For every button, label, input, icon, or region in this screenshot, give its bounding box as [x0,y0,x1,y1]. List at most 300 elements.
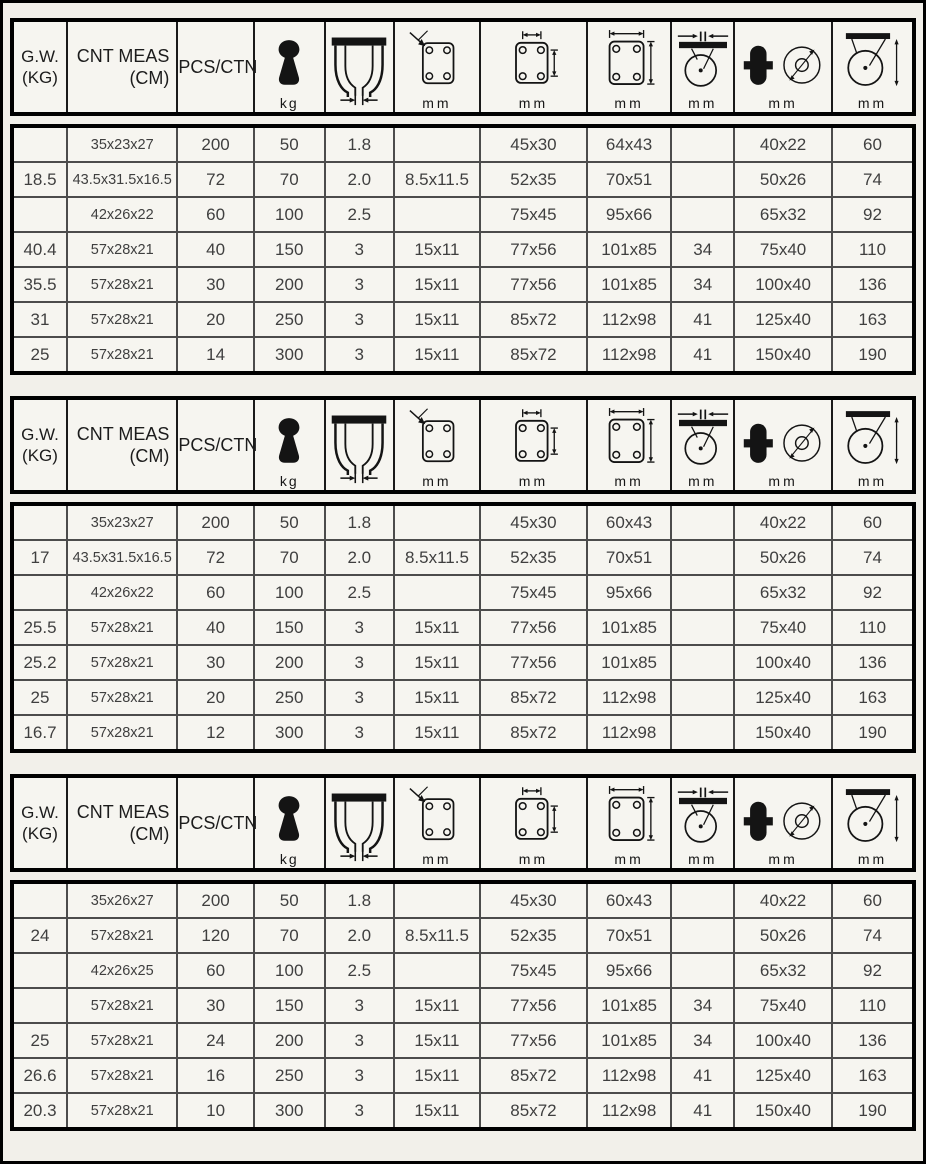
mm-unit-label: mm [614,473,644,489]
cell-plate-size: 60x43 [587,506,671,540]
cnt-meas-unit-label: (CM) [129,824,170,844]
bolt-hole-diameter-icon [406,29,468,95]
cell-load-kg: 250 [254,680,325,715]
plate-size-icon [597,405,661,473]
cell-height: 163 [832,1058,912,1093]
cell-load-kg: 200 [254,267,325,302]
mm-unit-label: mm [614,95,644,111]
cell-hole-spacing: 85x72 [480,302,587,337]
cell-gw-kg: 25.2 [14,645,67,680]
cell-load-kg: 100 [254,575,325,610]
load-capacity-icon [263,789,315,851]
cell-gw-kg: 17 [14,540,67,575]
header-row [14,22,912,112]
cell-cnt-meas-cm: 42x26x22 [67,575,177,610]
cell-thickness: 1.8 [325,128,394,162]
mm-unit-label: mm [518,95,549,111]
cell-plate-size: 112x98 [587,715,671,749]
col-hole-spacing-header [480,22,587,112]
cell-hole-size: 15x11 [394,645,480,680]
mm-unit-label: mm [422,95,452,111]
pcs-ctn-label: PCS/CTN [178,56,258,77]
cell-gw-kg [14,953,67,988]
mm-unit-label: mm [688,473,718,489]
cell-offset: 34 [671,1023,734,1058]
cell-gw-kg: 35.5 [14,267,67,302]
cell-pcs-ctn: 60 [177,197,253,232]
col-hole-size-header [394,22,480,112]
cell-gw-kg: 18.5 [14,162,67,197]
cell-plate-size: 112x98 [587,680,671,715]
kg-unit-label: kg [279,473,299,489]
cell-load-kg: 70 [254,540,325,575]
cell-load-kg: 300 [254,715,325,749]
kg-unit-label: kg [279,95,299,111]
cell-hole-size [394,884,480,918]
cell-plate-size: 101x85 [587,267,671,302]
cell-cnt-meas-cm: 35x26x27 [67,884,177,918]
cell-cnt-meas-cm: 57x28x21 [67,302,177,337]
col-plate-size-header [587,22,671,112]
cell-hole-spacing: 75x45 [480,575,587,610]
cell-cnt-meas-cm: 57x28x21 [67,232,177,267]
cell-pcs-ctn: 16 [177,1058,253,1093]
cell-plate-size: 101x85 [587,1023,671,1058]
cell-height: 110 [832,610,912,645]
cell-thickness: 2.5 [325,953,394,988]
cell-thickness: 3 [325,302,394,337]
table-row [14,197,912,232]
cell-pcs-ctn: 120 [177,918,253,953]
cell-cnt-meas-cm: 35x23x27 [67,128,177,162]
table-row [14,506,912,540]
cnt-meas-label: CNT MEAS [76,45,170,66]
cell-thickness: 2.0 [325,540,394,575]
cell-wheel-size: 65x32 [734,953,832,988]
cell-wheel-size: 65x32 [734,197,832,232]
cell-hole-size: 15x11 [394,1058,480,1093]
mm-unit-label: mm [857,851,888,867]
cell-hole-spacing: 85x72 [480,1093,587,1127]
cell-pcs-ctn: 60 [177,953,253,988]
cell-thickness: 1.8 [325,506,394,540]
cell-pcs-ctn: 12 [177,715,253,749]
cell-gw-kg [14,197,67,232]
cell-offset [671,953,734,988]
cell-hole-spacing: 77x56 [480,232,587,267]
cell-gw-kg: 31 [14,302,67,337]
cell-hole-size [394,128,480,162]
cell-height: 163 [832,680,912,715]
cell-plate-size: 112x98 [587,1093,671,1127]
col-hole-spacing-header [480,778,587,868]
load-capacity-icon [263,33,315,95]
gw-label: G.W. [21,424,59,444]
cell-load-kg: 150 [254,232,325,267]
cell-height: 92 [832,953,912,988]
gw-label: G.W. [21,802,59,822]
cell-load-kg: 100 [254,953,325,988]
cell-hole-size: 15x11 [394,232,480,267]
mm-unit-label: mm [857,473,888,489]
col-cnt-meas-header [67,778,177,868]
cell-offset [671,162,734,197]
cell-offset: 41 [671,1093,734,1127]
header-block-2 [10,396,916,494]
cell-height: 110 [832,232,912,267]
cell-wheel-size: 125x40 [734,1058,832,1093]
cell-hole-size: 15x11 [394,337,480,371]
gw-unit-label: (KG) [22,68,58,87]
col-pcs-ctn-header [177,778,258,868]
cell-cnt-meas-cm: 57x28x21 [67,1093,177,1127]
cell-thickness: 3 [325,610,394,645]
cell-pcs-ctn: 40 [177,232,253,267]
header-table-2 [14,400,912,490]
cell-hole-spacing: 75x45 [480,197,587,232]
cell-offset: 41 [671,337,734,371]
gw-unit-label: (KG) [22,824,58,843]
wheel-size-icon [737,39,829,95]
cell-pcs-ctn: 40 [177,610,253,645]
cell-wheel-size: 50x26 [734,162,832,197]
bolt-hole-diameter-icon [406,785,468,851]
col-plate-size-header [587,778,671,868]
cell-gw-kg: 26.6 [14,1058,67,1093]
cell-wheel-size: 150x40 [734,1093,832,1127]
cell-wheel-size: 75x40 [734,988,832,1023]
cnt-meas-label: CNT MEAS [76,423,170,444]
cell-cnt-meas-cm: 57x28x21 [67,645,177,680]
table-row [14,1093,912,1127]
col-wheel-size-header [734,22,832,112]
cell-load-kg: 250 [254,302,325,337]
cell-hole-size: 15x11 [394,302,480,337]
cell-wheel-size: 75x40 [734,610,832,645]
bolt-hole-spacing-icon [501,27,565,95]
table-row [14,575,912,610]
cell-pcs-ctn: 30 [177,645,253,680]
cell-pcs-ctn: 24 [177,1023,253,1058]
cell-pcs-ctn: 72 [177,162,253,197]
cell-hole-size: 8.5x11.5 [394,918,480,953]
cell-plate-size: 70x51 [587,540,671,575]
cell-pcs-ctn: 20 [177,680,253,715]
cell-offset: 34 [671,232,734,267]
cnt-meas-unit-label: (CM) [129,446,170,466]
cell-hole-spacing: 85x72 [480,680,587,715]
cell-cnt-meas-cm: 57x28x21 [67,918,177,953]
gw-unit-label: (KG) [22,446,58,465]
cell-hole-spacing: 52x35 [480,162,587,197]
col-gw-header [14,22,67,112]
swivel-offset-icon [674,787,732,851]
pcs-ctn-label: PCS/CTN [178,434,258,455]
col-load-header [254,22,325,112]
cell-plate-size: 70x51 [587,162,671,197]
cell-cnt-meas-cm: 57x28x21 [67,1058,177,1093]
table-row [14,1023,912,1058]
data-block-3 [10,880,916,1131]
mm-unit-label: mm [768,95,798,111]
cell-pcs-ctn: 30 [177,988,253,1023]
bolt-hole-spacing-icon [501,783,565,851]
spec-table-3 [14,884,912,1127]
cell-plate-size: 101x85 [587,645,671,680]
cell-gw-kg [14,988,67,1023]
mm-unit-label: mm [768,473,798,489]
cell-gw-kg [14,506,67,540]
cell-gw-kg: 25 [14,337,67,371]
cell-hole-spacing: 77x56 [480,988,587,1023]
mounting-height-icon [843,407,903,473]
cell-cnt-meas-cm: 57x28x21 [67,610,177,645]
col-pcs-ctn-header [177,400,258,490]
table-row [14,1058,912,1093]
cell-thickness: 2.0 [325,162,394,197]
cell-plate-size: 112x98 [587,337,671,371]
col-thickness-header [325,778,394,868]
cell-height: 74 [832,162,912,197]
cell-offset: 41 [671,1058,734,1093]
data-block-2 [10,502,916,753]
cell-height: 190 [832,337,912,371]
cell-cnt-meas-cm: 42x26x22 [67,197,177,232]
cell-plate-size: 95x66 [587,197,671,232]
col-offset-header [671,778,734,868]
col-gw-header [14,778,67,868]
fork-thickness-icon [328,31,390,111]
cell-cnt-meas-cm: 42x26x25 [67,953,177,988]
cnt-meas-label: CNT MEAS [76,801,170,822]
mm-unit-label: mm [768,851,798,867]
cell-pcs-ctn: 200 [177,884,253,918]
col-gw-header [14,400,67,490]
cell-pcs-ctn: 200 [177,128,253,162]
table-row [14,540,912,575]
cell-hole-spacing: 77x56 [480,610,587,645]
cell-height: 60 [832,506,912,540]
mm-unit-label: mm [518,851,549,867]
cell-hole-size: 8.5x11.5 [394,162,480,197]
cell-plate-size: 101x85 [587,232,671,267]
col-offset-header [671,22,734,112]
cell-height: 74 [832,918,912,953]
cell-wheel-size: 125x40 [734,302,832,337]
cell-hole-size: 15x11 [394,610,480,645]
cell-gw-kg: 25 [14,1023,67,1058]
swivel-offset-icon [674,409,732,473]
cell-plate-size: 101x85 [587,610,671,645]
mm-unit-label: mm [518,473,549,489]
data-block-1 [10,124,916,375]
cell-height: 190 [832,715,912,749]
cell-load-kg: 300 [254,1093,325,1127]
cell-pcs-ctn: 14 [177,337,253,371]
col-hole-size-header [394,400,480,490]
cell-hole-spacing: 77x56 [480,645,587,680]
cell-thickness: 3 [325,645,394,680]
mm-unit-label: mm [688,95,718,111]
cell-gw-kg [14,128,67,162]
cell-pcs-ctn: 200 [177,506,253,540]
cell-load-kg: 200 [254,1023,325,1058]
cell-plate-size: 64x43 [587,128,671,162]
cell-offset [671,197,734,232]
cell-load-kg: 50 [254,128,325,162]
cell-load-kg: 150 [254,988,325,1023]
cell-offset [671,575,734,610]
cell-load-kg: 50 [254,506,325,540]
cell-hole-spacing: 75x45 [480,953,587,988]
col-hole-spacing-header [480,400,587,490]
cell-hole-size [394,575,480,610]
cell-offset [671,540,734,575]
table-row [14,337,912,371]
cell-cnt-meas-cm: 57x28x21 [67,337,177,371]
cell-plate-size: 95x66 [587,575,671,610]
cell-plate-size: 101x85 [587,988,671,1023]
col-plate-size-header [587,400,671,490]
cell-thickness: 3 [325,1093,394,1127]
cell-offset [671,884,734,918]
cell-wheel-size: 100x40 [734,645,832,680]
cell-hole-spacing: 52x35 [480,918,587,953]
cell-wheel-size: 150x40 [734,715,832,749]
cell-cnt-meas-cm: 57x28x21 [67,267,177,302]
cell-gw-kg: 24 [14,918,67,953]
cell-hole-size: 15x11 [394,715,480,749]
cell-wheel-size: 65x32 [734,575,832,610]
table-row [14,884,912,918]
cell-plate-size: 95x66 [587,953,671,988]
pcs-ctn-label: PCS/CTN [178,812,258,833]
cell-offset [671,715,734,749]
mm-unit-label: mm [857,95,888,111]
cell-hole-spacing: 52x35 [480,540,587,575]
header-row [14,778,912,868]
table-row [14,302,912,337]
cell-pcs-ctn: 20 [177,302,253,337]
bolt-hole-spacing-icon [501,405,565,473]
cell-hole-size: 15x11 [394,267,480,302]
cell-hole-size [394,953,480,988]
cell-load-kg: 150 [254,610,325,645]
table-row [14,645,912,680]
cell-pcs-ctn: 72 [177,540,253,575]
cell-height: 136 [832,645,912,680]
cell-hole-spacing: 45x30 [480,884,587,918]
header-block-3 [10,774,916,872]
col-load-header [254,778,325,868]
cell-wheel-size: 40x22 [734,506,832,540]
cell-height: 163 [832,302,912,337]
cell-load-kg: 300 [254,337,325,371]
cell-gw-kg [14,884,67,918]
cell-thickness: 3 [325,232,394,267]
cell-cnt-meas-cm: 57x28x21 [67,715,177,749]
table-row [14,715,912,749]
cell-hole-spacing: 45x30 [480,506,587,540]
cell-offset: 41 [671,302,734,337]
load-capacity-icon [263,411,315,473]
fork-thickness-icon [328,409,390,489]
cell-wheel-size: 75x40 [734,232,832,267]
kg-unit-label: kg [279,851,299,867]
cell-offset: 34 [671,988,734,1023]
spec-table-1 [14,128,912,371]
cell-hole-size: 8.5x11.5 [394,540,480,575]
cell-pcs-ctn: 10 [177,1093,253,1127]
cell-hole-size [394,197,480,232]
cell-hole-size [394,506,480,540]
bolt-hole-diameter-icon [406,407,468,473]
swivel-offset-icon [674,31,732,95]
cell-pcs-ctn: 60 [177,575,253,610]
col-offset-header [671,400,734,490]
cell-hole-spacing: 85x72 [480,1058,587,1093]
spec-table-2 [14,506,912,749]
fork-thickness-icon [328,787,390,867]
cell-wheel-size: 40x22 [734,884,832,918]
cell-load-kg: 200 [254,645,325,680]
col-thickness-header [325,400,394,490]
cell-hole-spacing: 77x56 [480,1023,587,1058]
mm-unit-label: mm [614,851,644,867]
table-row [14,232,912,267]
table-row [14,128,912,162]
cell-wheel-size: 50x26 [734,918,832,953]
cell-thickness: 3 [325,680,394,715]
mm-unit-label: mm [688,851,718,867]
cell-offset [671,918,734,953]
col-thickness-header [325,22,394,112]
cell-wheel-size: 100x40 [734,1023,832,1058]
table-row [14,918,912,953]
cell-thickness: 2.5 [325,197,394,232]
cell-thickness: 3 [325,1058,394,1093]
cell-cnt-meas-cm: 35x23x27 [67,506,177,540]
table-row [14,988,912,1023]
cell-offset [671,680,734,715]
cell-thickness: 1.8 [325,884,394,918]
col-cnt-meas-header [67,22,177,112]
cell-thickness: 2.5 [325,575,394,610]
cell-load-kg: 100 [254,197,325,232]
header-table-1 [14,22,912,112]
cell-wheel-size: 50x26 [734,540,832,575]
col-cnt-meas-header [67,400,177,490]
cell-pcs-ctn: 30 [177,267,253,302]
mm-unit-label: mm [422,473,452,489]
table-row [14,680,912,715]
cell-hole-size: 15x11 [394,988,480,1023]
col-hole-size-header [394,778,480,868]
table-row [14,162,912,197]
col-wheel-size-header [734,400,832,490]
cell-thickness: 3 [325,715,394,749]
cell-hole-spacing: 85x72 [480,715,587,749]
cell-gw-kg: 20.3 [14,1093,67,1127]
cell-thickness: 2.0 [325,918,394,953]
cell-load-kg: 50 [254,884,325,918]
cell-wheel-size: 150x40 [734,337,832,371]
cell-cnt-meas-cm: 57x28x21 [67,680,177,715]
cell-gw-kg: 25.5 [14,610,67,645]
cell-hole-spacing: 77x56 [480,267,587,302]
gw-label: G.W. [21,46,59,66]
cell-thickness: 3 [325,267,394,302]
